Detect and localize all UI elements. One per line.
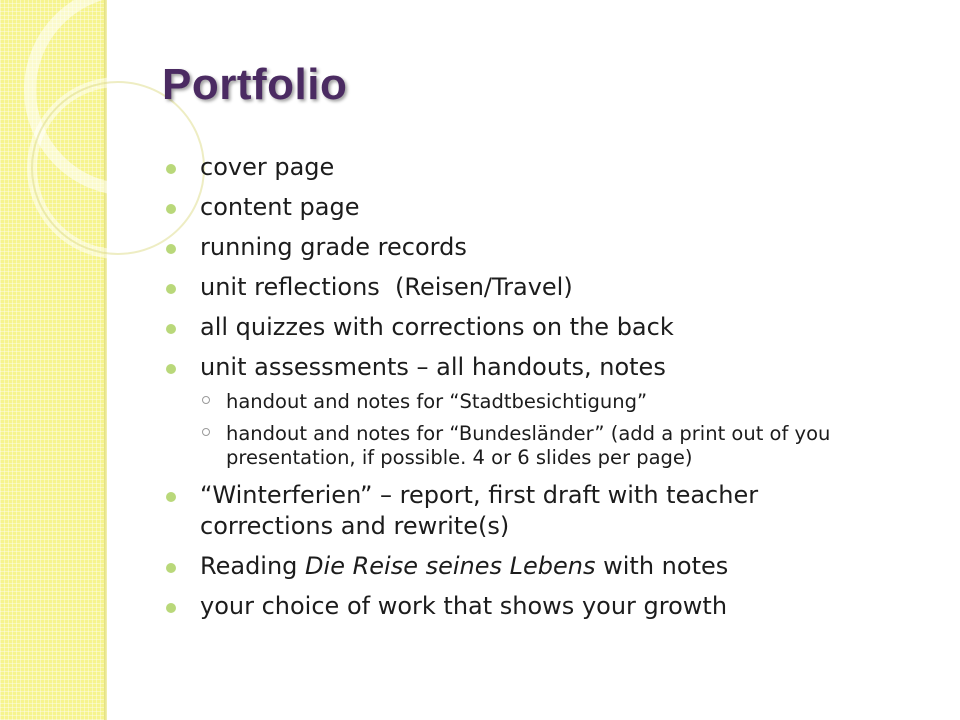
bullet-list [162,152,882,631]
bullet-dot-icon [166,164,176,174]
book-title: Die Reise seines Lebens [305,552,596,580]
list-item-text: content page [200,193,360,221]
sub-list-item [162,390,882,414]
bullet-dot-icon [166,204,176,214]
list-item-text: unit assessments – all handouts, notes [200,353,666,381]
sub-list-item-text: handout and notes for “Bundesländer” (add a print out of you presentation, if possible. 4 or 6 slides per page) [226,422,831,469]
bullet-dot-icon [166,284,176,294]
list-item-text: running grade records [200,233,467,261]
sub-list-item [162,422,882,470]
list-item-text-suffix: with notes [595,552,729,580]
bullet-dot-icon [166,603,176,613]
list-item-text: all quizzes with corrections on the back [200,313,674,341]
list-item [162,480,882,542]
list-item [162,192,882,223]
list-item-text: cover page [200,153,335,181]
list-item [162,551,882,582]
list-item [162,352,882,383]
list-item [162,591,882,622]
slide-title: Portfolio [162,60,348,109]
bullet-dot-icon [166,563,176,573]
bullet-dot-icon [166,492,176,502]
sub-bullet-ring-icon [202,396,210,404]
list-item-text-prefix: Reading [200,552,306,580]
list-item [162,152,882,183]
bullet-dot-icon [166,364,176,374]
sub-bullet-ring-icon [202,428,210,436]
list-item-text: unit reflections (Reisen/Travel) [200,273,573,301]
sub-list-item-text: handout and notes for “Stadtbesichtigung” [226,390,648,413]
list-item [162,272,882,303]
list-item-text: “Winterferien” – report, first draft with teacher corrections and rewrite(s) [200,481,759,540]
list-item-text: your choice of work that shows your growth [200,592,728,620]
list-item [162,232,882,263]
bullet-dot-icon [166,244,176,254]
bullet-dot-icon [166,324,176,334]
list-item [162,312,882,343]
